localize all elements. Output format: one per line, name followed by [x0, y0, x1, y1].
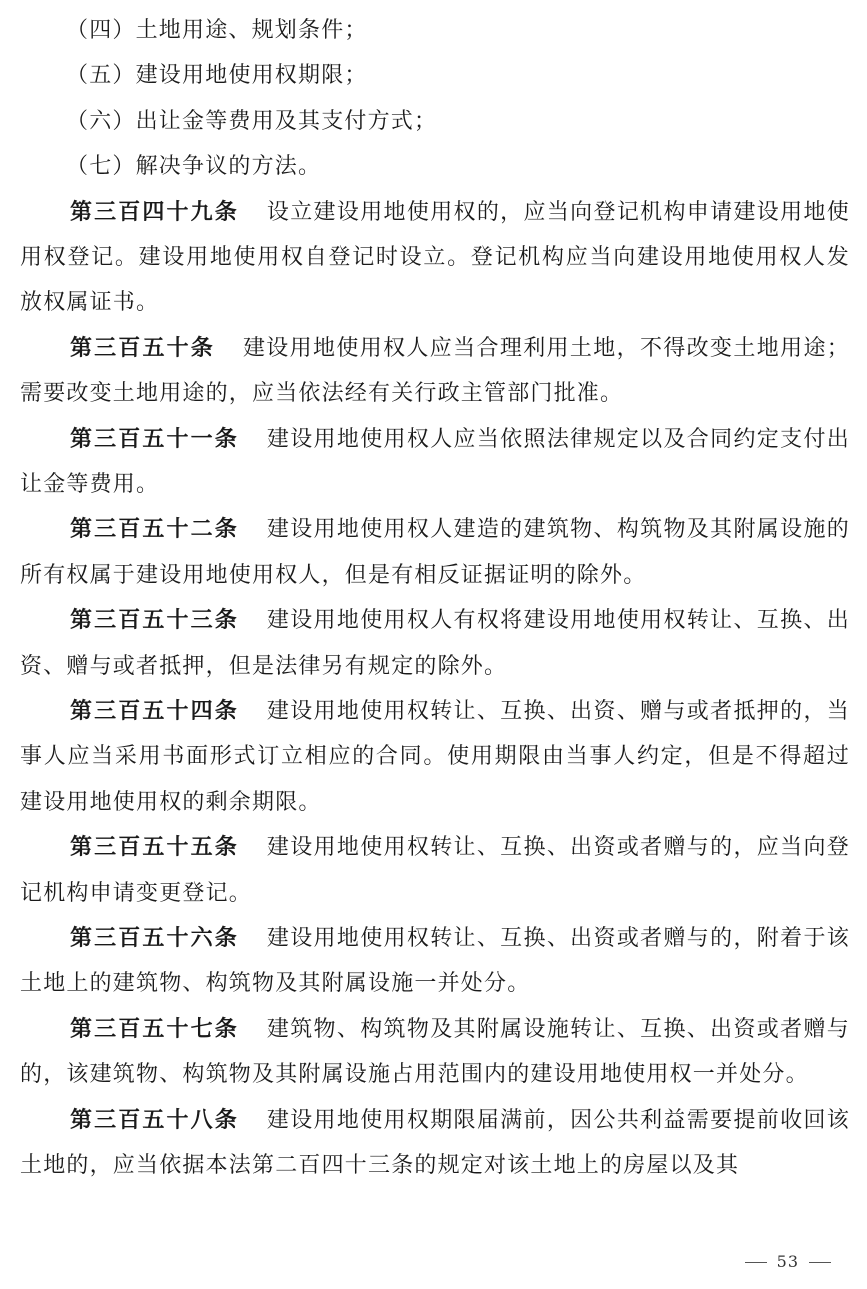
page-number-value: 53 [776, 1252, 799, 1271]
article-number: 第三百五十八条 [70, 1107, 239, 1133]
article-number: 第三百五十四条 [70, 699, 239, 725]
article-text: 建设用地使用权人应当合理利用土地，不得改变土地用途；需要改变土地用途的，应当依法经有关行政主管部门批准。 [20, 335, 850, 407]
article-number: 第三百五十条 [70, 335, 215, 361]
article-number: 第三百五十三条 [70, 608, 239, 634]
item-text: 出让金等费用及其支付方式； [135, 108, 438, 134]
item-text: 土地用途、规划条件； [135, 18, 368, 43]
article-paragraph [20, 190, 850, 326]
list-item [20, 53, 850, 98]
item-label: （六） [66, 108, 136, 134]
article-paragraph [20, 825, 850, 916]
article-paragraph [20, 1098, 850, 1189]
article-text: 建设用地使用权人应当依照法律规定以及合同约定支付出让金等费用。 [20, 426, 850, 497]
article-paragraph [20, 507, 850, 598]
article-number: 第三百五十六条 [70, 926, 239, 952]
article-paragraph [20, 916, 850, 1007]
article-text: 设立建设用地使用权的，应当向登记机构申请建设用地使用权登记。建设用地使用权自登记时设立。登记机构应当向建设用地使用权人发放权属证书。 [20, 199, 850, 316]
article-number: 第三百五十一条 [70, 426, 239, 452]
dash-right [809, 1262, 831, 1263]
article-text: 建筑物、构筑物及其附属设施转让、互换、出资或者赠与的，该建筑物、构筑物及其附属设施占用范围内的建设用地使用权一并处分。 [20, 1016, 850, 1088]
article-number: 第三百五十五条 [70, 835, 239, 861]
list-item [20, 99, 850, 144]
item-text: 解决争议的方法。 [135, 154, 322, 180]
article-text: 建设用地使用权期限届满前，因公共利益需要提前收回该土地的，应当依据本法第二百四十三条的规定对该土地上的房屋以及其 [20, 1107, 850, 1179]
article-text: 建设用地使用权转让、互换、出资、赠与或者抵押的，当事人应当采用书面形式订立相应的合同。使用期限由当事人约定，但是不得超过建设用地使用权的剩余期限。 [20, 699, 850, 815]
article-number: 第三百五十二条 [70, 517, 239, 543]
dash-left [745, 1262, 767, 1263]
article-text: 建设用地使用权人建造的建筑物、构筑物及其附属设施的所有权属于建设用地使用权人，但是有相反证据证明的除外。 [20, 517, 850, 588]
article-number: 第三百五十七条 [70, 1016, 239, 1042]
page-number [735, 1252, 841, 1271]
article-number: 第三百四十九条 [70, 199, 239, 225]
list-item [20, 8, 850, 53]
item-label: （五） [66, 63, 136, 89]
item-label: （四） [66, 18, 136, 43]
item-text: 建设用地使用权期限； [135, 63, 368, 89]
document-page [20, 8, 850, 1189]
list-item [20, 144, 850, 189]
item-label: （七） [66, 154, 136, 180]
article-paragraph [20, 689, 850, 825]
article-paragraph [20, 417, 850, 508]
article-text: 建设用地使用权转让、互换、出资或者赠与的，应当向登记机构申请变更登记。 [20, 835, 850, 906]
article-paragraph [20, 598, 850, 689]
article-text: 建设用地使用权人有权将建设用地使用权转让、互换、出资、赠与或者抵押，但是法律另有规定的除外。 [20, 608, 850, 679]
article-paragraph [20, 326, 850, 417]
article-paragraph [20, 1007, 850, 1098]
article-text: 建设用地使用权转让、互换、出资或者赠与的，附着于该土地上的建筑物、构筑物及其附属设施一并处分。 [20, 926, 850, 997]
